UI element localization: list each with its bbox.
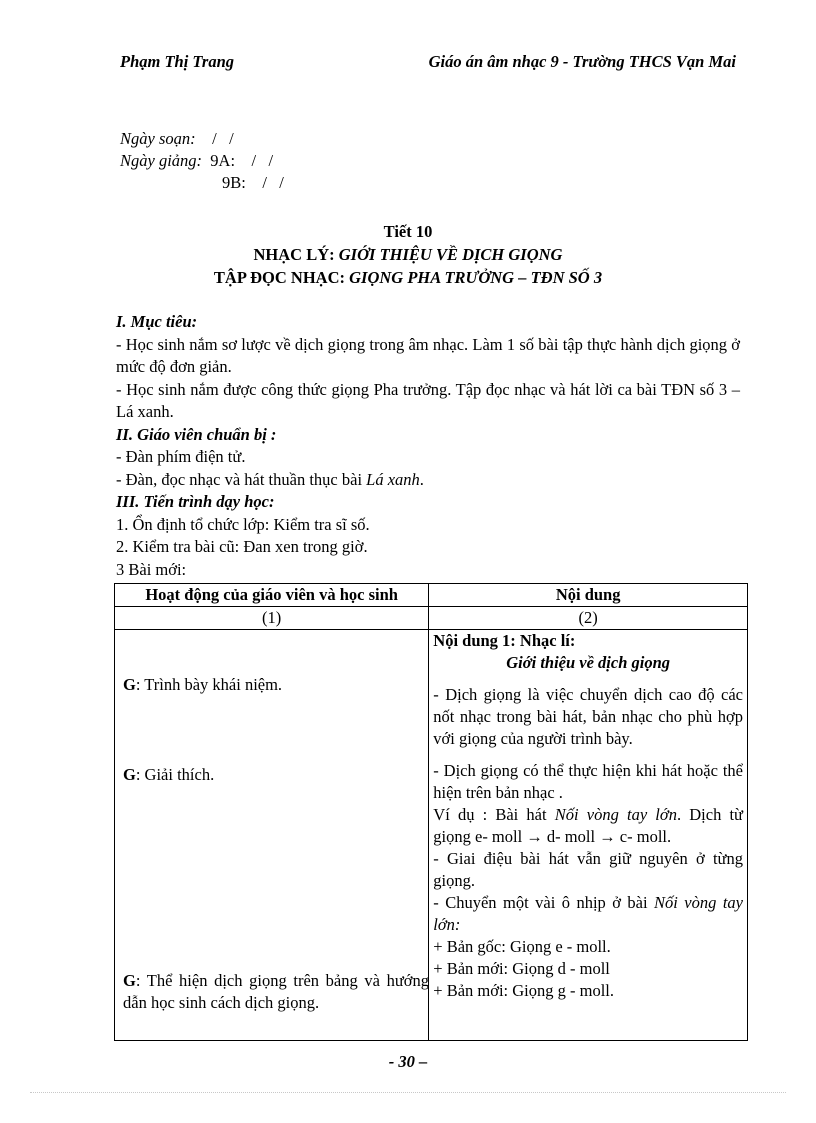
process-step-3: 3 Bài mới: bbox=[116, 559, 187, 579]
table-row bbox=[115, 630, 748, 1041]
objective-1: - Học sinh nắm sơ lược về dịch giọng trong âm nhạc. Làm 1 số bài tập thực hành dịch giọng ở mức độ đơn giản. bbox=[116, 334, 740, 376]
prepared-date-row bbox=[120, 128, 284, 150]
teacher-activity-3 bbox=[123, 970, 429, 1014]
transpose-prefix: - Chuyển một vài ô nhịp ở bài bbox=[433, 893, 655, 912]
reading-topic: GIỌNG PHA TRƯỞNG – TĐN SỐ 3 bbox=[349, 268, 603, 287]
taught-date-label: Ngày giảng: bbox=[120, 151, 203, 170]
header-activities: Hoạt động của giáo viên và học sinh bbox=[115, 584, 429, 607]
content-melody-note: - Giai điệu bài hát vẫn giữ nguyên ở từng giọng. bbox=[433, 849, 743, 890]
preparation-2-text: - Đàn, đọc nhạc và hát thuần thục bài bbox=[116, 469, 367, 489]
teacher-activity-3-text: : Thể hiện dịch giọng trên bảng và hướng dẫn học sinh cách dịch giọng. bbox=[123, 971, 429, 1012]
col1-number: (1) bbox=[115, 607, 429, 630]
lesson-title bbox=[0, 220, 816, 289]
class-b-row bbox=[120, 172, 284, 194]
theory-prefix: NHẠC LÝ: bbox=[253, 245, 339, 264]
lesson-number: Tiết 10 bbox=[383, 222, 433, 241]
prepared-date-label: Ngày soạn: bbox=[120, 129, 196, 148]
theory-topic: GIỚI THIỆU VỀ DỊCH GIỌNG bbox=[338, 245, 563, 264]
content-transpose-task bbox=[433, 892, 743, 936]
lesson-body bbox=[116, 311, 740, 581]
class-b-label: 9B: bbox=[222, 173, 246, 192]
title-line-reading bbox=[0, 266, 816, 289]
teacher-label: G bbox=[123, 971, 136, 990]
teacher-label: G bbox=[123, 765, 136, 784]
section-process-heading: III. Tiến trình dạy học: bbox=[116, 492, 275, 511]
example-song: Nối vòng tay lớn bbox=[554, 805, 677, 824]
table-header-row bbox=[115, 584, 748, 607]
class-a-label: 9A: bbox=[210, 151, 236, 170]
class-b-date: / / bbox=[262, 173, 284, 192]
title-line-theory bbox=[0, 243, 816, 266]
teacher-activity-1 bbox=[123, 674, 429, 696]
example-prefix: Ví dụ : Bài hát bbox=[433, 805, 555, 824]
page-number: - 30 – bbox=[388, 1052, 428, 1071]
section-preparation-heading: II. Giáo viên chuẩn bị : bbox=[116, 424, 277, 444]
class-a-date: / / bbox=[251, 151, 274, 170]
content-definition: - Dịch giọng là việc chuyển dịch cao độ các nốt nhạc trong bài hát, bản nhạc cho phù hợp với giọng của người trình bày. bbox=[433, 685, 743, 748]
preparation-2-song: Lá xanh bbox=[366, 469, 420, 489]
header-content: Nội dung bbox=[429, 584, 748, 607]
transpose-song: Nối vòng tay lớn: bbox=[433, 893, 743, 934]
lesson-dates bbox=[120, 128, 284, 194]
preparation-1: - Đàn phím điện tử. bbox=[116, 447, 246, 466]
teacher-activity-1-text: : Trình bày khái niệm. bbox=[135, 675, 283, 694]
section-objectives-heading: I. Mục tiêu: bbox=[116, 312, 198, 331]
activities-cell bbox=[115, 630, 429, 1041]
content-new-key-2: + Bản mới: Giọng g - moll. bbox=[433, 981, 615, 1000]
taught-date-row bbox=[120, 150, 284, 172]
content-cell bbox=[429, 630, 748, 1041]
content-subtitle: Giới thiệu về dịch giọng bbox=[506, 653, 671, 672]
lesson-table bbox=[114, 583, 748, 1041]
content-title: Nội dung 1: Nhạc lí: bbox=[433, 631, 576, 650]
prepared-date-value: / / bbox=[212, 129, 234, 148]
content-new-key-1: + Bản mới: Giọng d - moll bbox=[433, 959, 610, 978]
content-explanation: - Dịch giọng có thể thực hiện khi hát hoặc thể hiện trên bản nhạc . bbox=[433, 761, 743, 802]
header-course: Giáo án âm nhạc 9 - Trường THCS Vạn Mai bbox=[428, 52, 736, 71]
page-bottom-divider bbox=[30, 1092, 786, 1093]
content-original-key: + Bản gốc: Giọng e - moll. bbox=[433, 937, 611, 956]
header-author: Phạm Thị Trang bbox=[120, 52, 234, 71]
example-suffix: . Dịch từ giọng e- moll → d- moll → c- moll. bbox=[433, 805, 744, 846]
teacher-activity-2 bbox=[123, 764, 429, 786]
process-step-2: 2. Kiểm tra bài cũ: Đan xen trong giờ. bbox=[116, 537, 368, 556]
teacher-activity-2-text: : Giải thích. bbox=[135, 765, 215, 784]
process-step-1: 1. Ổn định tổ chức lớp: Kiểm tra sĩ số. bbox=[116, 514, 370, 534]
preparation-2 bbox=[116, 469, 740, 492]
table-number-row bbox=[115, 607, 748, 630]
content-example bbox=[433, 804, 743, 848]
objective-2: - Học sinh nắm được công thức giọng Pha trưởng. Tập đọc nhạc và hát lời ca bài TĐN số 3 – Lá xanh. bbox=[116, 379, 740, 421]
col2-number: (2) bbox=[429, 607, 748, 630]
reading-prefix: TẬP ĐỌC NHẠC: bbox=[213, 268, 350, 287]
teacher-label: G bbox=[123, 675, 136, 694]
preparation-2-end: . bbox=[419, 469, 424, 489]
